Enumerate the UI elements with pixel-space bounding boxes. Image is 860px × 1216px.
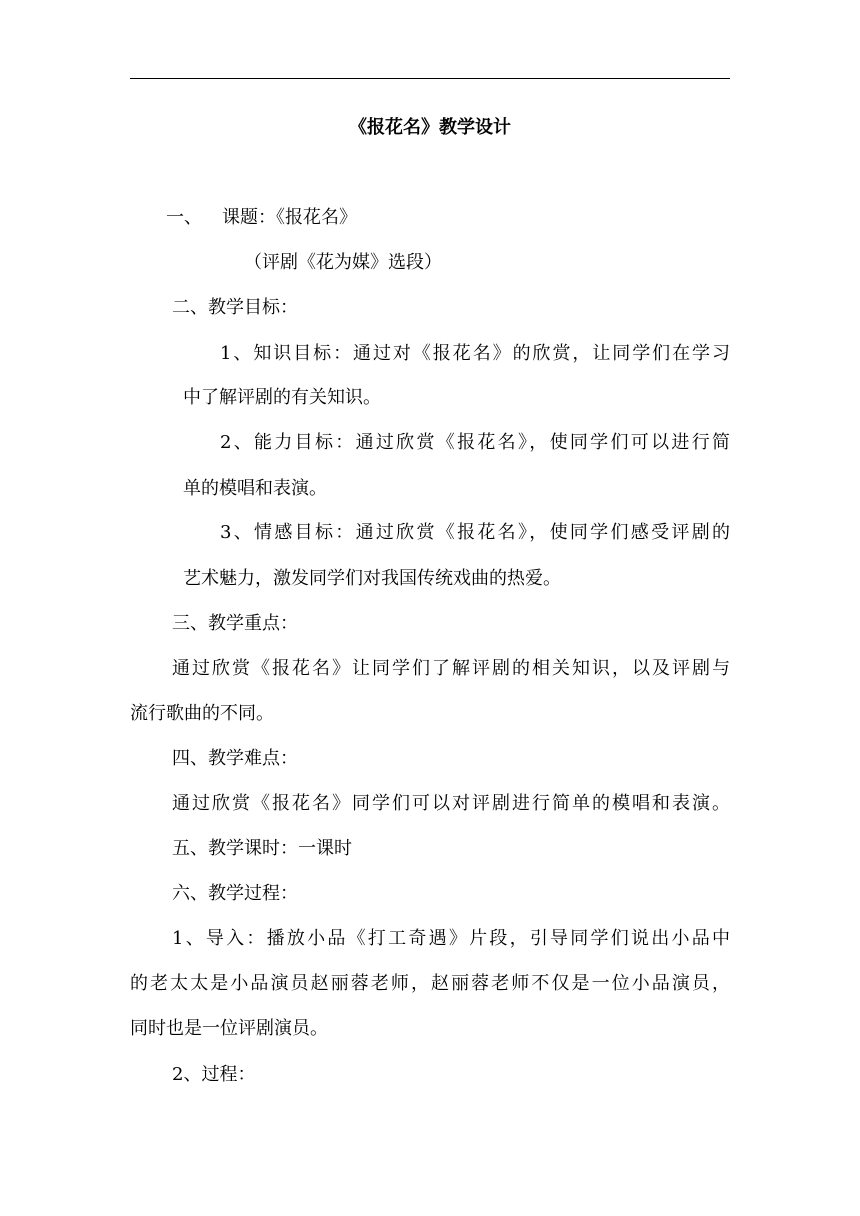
section-5-line: 五、教学课时：一课时 <box>172 838 352 859</box>
section-2-heading: 二、教学目标： <box>172 297 298 318</box>
section-1-subtitle: （评剧《花为媒》选段） <box>244 252 442 273</box>
section-6-intro-line-2: 的老太太是小品演员赵丽蓉老师，赵丽蓉老师不仅是一位小品演员， <box>130 973 730 994</box>
section-4-heading: 四、教学难点： <box>172 748 298 769</box>
goal-2-line-1: 2、能力目标：通过欣赏《报花名》，使同学们可以进行简 <box>220 432 730 453</box>
goal-2-line-2: 单的模唱和表演。 <box>183 478 327 499</box>
section-6-heading: 六、教学过程： <box>172 883 298 904</box>
goal-3-line-1: 3、情感目标：通过欣赏《报花名》，使同学们感受评剧的 <box>220 522 730 543</box>
section-3-line-1: 通过欣赏《报花名》让同学们了解评剧的相关知识，以及评剧与 <box>172 658 730 679</box>
section-1-topic: 课题：《报花名》 <box>222 207 357 228</box>
goal-1-line-2: 中了解评剧的有关知识。 <box>183 387 381 408</box>
goal-3-line-2: 艺术魅力，激发同学们对我国传统戏曲的热爱。 <box>183 568 561 589</box>
section-6-process: 2、过程： <box>172 1064 256 1085</box>
section-4-line-1: 通过欣赏《报花名》同学们可以对评剧进行简单的模唱和表演。 <box>172 793 730 814</box>
section-6-intro-line-3: 同时也是一位评剧演员。 <box>130 1018 328 1039</box>
section-3-line-2: 流行歌曲的不同。 <box>130 703 274 724</box>
header-rule <box>130 78 730 79</box>
section-3-heading: 三、教学重点： <box>172 613 298 634</box>
document-title: 《报花名》教学设计 <box>349 117 511 138</box>
goal-1-line-1: 1、知识目标：通过对《报花名》的欣赏，让同学们在学习 <box>220 343 730 364</box>
section-1-number: 一、 <box>166 207 202 228</box>
section-6-intro-line-1: 1、导入：播放小品《打工奇遇》片段，引导同学们说出小品中 <box>172 928 730 949</box>
